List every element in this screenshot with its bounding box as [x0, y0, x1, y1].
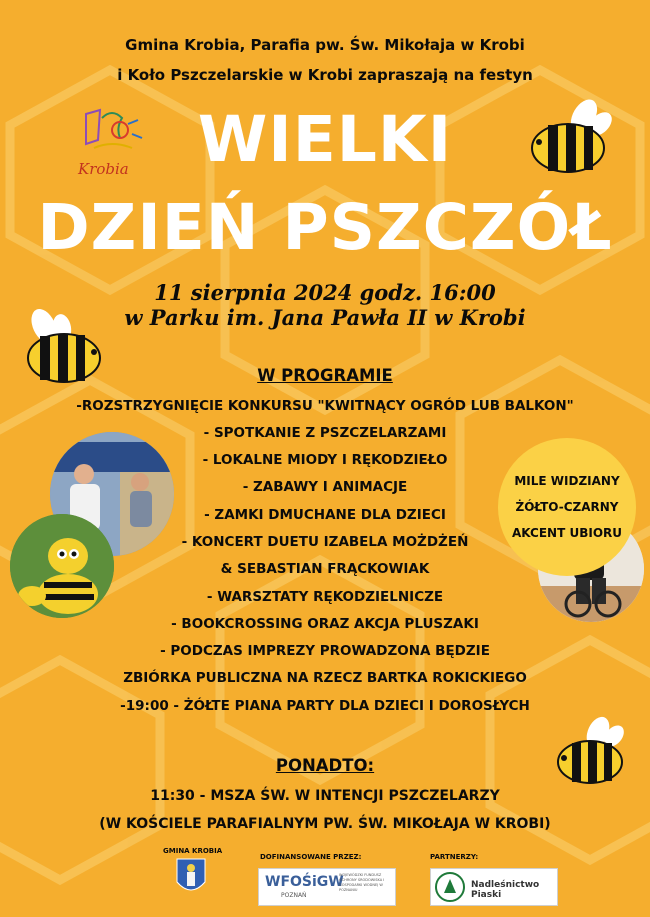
header-line-1: Gmina Krobia, Parafia pw. Św. Mikołaja w Krobi [125, 36, 525, 54]
title-line-2: DZIEŃ PSZCZÓŁ [37, 191, 613, 264]
extra-line-2: (W KOŚCIELE PARAFIALNYM PW. ŚW. MIKOŁAJA W KROBI) [99, 816, 551, 832]
extra-line-1: 11:30 - MSZA ŚW. W INTENCJI PSZCZELARZY [150, 788, 500, 804]
funded-label: DOFINANSOWANE PRZEZ: [260, 853, 362, 861]
program-item: - PODCZAS IMPREZY PROWADZONA BĘDZIE [160, 643, 490, 659]
nadlesnictwo-logo [430, 868, 558, 906]
wfosigw-city: POZNAŃ [281, 892, 307, 899]
gmina-label: GMINA KROBIA [163, 847, 223, 855]
title-line-1: WIELKI [197, 103, 453, 176]
wfosigw-logo [258, 868, 396, 906]
program-item: - ZAMKI DMUCHANE DLA DZIECI [204, 507, 446, 523]
program-item: - ZABAWY I ANIMACJE [242, 479, 408, 495]
program-item: - LOKALNE MIODY I RĘKODZIEŁO [202, 452, 448, 468]
dress-code-line-3: AKCENT UBIORU [512, 526, 622, 540]
wfosigw-name: WFOŚiGW [265, 874, 344, 890]
gmina-coat-of-arms-icon [176, 858, 206, 896]
partners-label: PARTNERZY: [430, 853, 479, 861]
program-item: ZBIÓRKA PUBLICZNA NA RZECZ BARTKA ROKICKIEGO [123, 670, 527, 686]
extra-heading: PONADTO: [275, 756, 375, 775]
dress-code-note [498, 438, 636, 576]
header-line-2: i Koło Pszczelarskie w Krobi zapraszają na festyn [117, 66, 533, 84]
wfosigw-description: WOJEWÓDZKI FUNDUSZ OCHRONY ŚRODOWISKA I GOSPODARKI WODNEJ W POZNANIU [339, 873, 385, 892]
event-place: w Parku im. Jana Pawła II w Krobi [124, 305, 526, 330]
nadlesnictwo-name: Nadleśnictwo Piaski [471, 880, 540, 900]
program-item: -19:00 - ŻÓŁTE PIANA PARTY DLA DZIECI I DOROSŁYCH [120, 698, 530, 714]
krobia-logo-text: Krobia [78, 160, 129, 178]
program-heading: W PROGRAMIE [257, 366, 393, 385]
lasy-panstwowe-icon [434, 871, 466, 903]
bee-icon [552, 716, 636, 788]
event-date: 11 sierpnia 2024 godz. 16:00 [154, 280, 496, 305]
bee-icon [526, 96, 616, 180]
program-item: - SPOTKANIE Z PSZCZELARZAMI [203, 425, 447, 441]
program-item: - WARSZTATY RĘKODZIELNICZE [206, 589, 444, 605]
program-item: -ROZSTRZYGNIĘCIE KONKURSU "KWITNĄCY OGRÓD LUB BALKON" [76, 398, 574, 414]
program-item: & SEBASTIAN FRĄCKOWIAK [220, 561, 430, 577]
program-item: - KONCERT DUETU IZABELA MOŻDŻEŃ [181, 534, 469, 550]
dress-code-line-2: ŻÓŁTO-CZARNY [515, 500, 619, 514]
program-item: - BOOKCROSSING ORAZ AKCJA PLUSZAKI [171, 616, 479, 632]
dress-code-line-1: MILE WIDZIANY [514, 474, 620, 488]
